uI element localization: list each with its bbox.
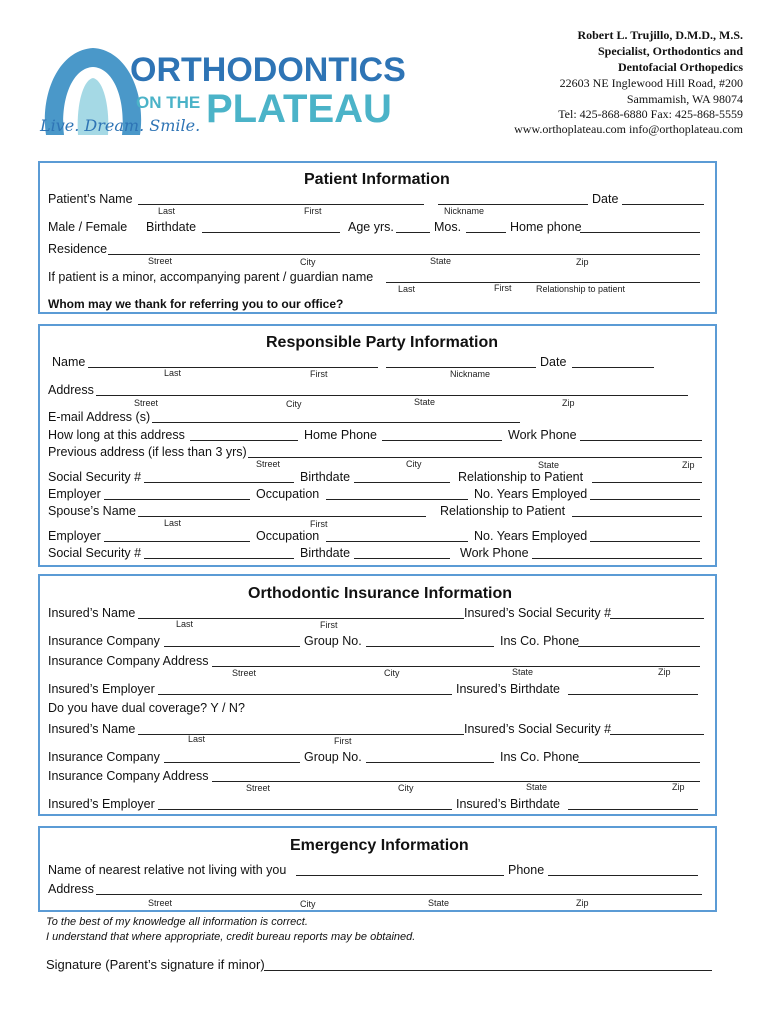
resp-ssn2-field[interactable]: [144, 558, 294, 559]
ins-phone-field[interactable]: [578, 646, 700, 647]
ins-name-label: Insured’s Name: [48, 606, 136, 620]
ins-state-sub: State: [512, 667, 534, 677]
patient-mos-label: Mos.: [434, 220, 462, 234]
resp-city-sub: City: [286, 399, 302, 409]
resp-first-sub: First: [310, 369, 328, 379]
patient-guardian-field[interactable]: [386, 282, 700, 283]
ins2-city-sub: City: [398, 783, 414, 793]
signature-field[interactable]: [264, 970, 712, 971]
ins-phone-label: Ins Co. Phone: [500, 634, 580, 648]
ins2-last-sub: Last: [188, 734, 206, 744]
ins2-first-sub: First: [334, 736, 352, 746]
resp-address-label: Address: [48, 383, 94, 397]
ins2-zip-sub: Zip: [672, 782, 685, 792]
resp-employer2-field[interactable]: [104, 541, 250, 542]
resp-workphone-label: Work Phone: [508, 428, 577, 442]
office-address1: 22603 NE Inglewood Hill Road, #200: [559, 76, 743, 90]
emerg-phone-field[interactable]: [548, 875, 698, 876]
statement-correct: To the best of my knowledge all information is correct.: [46, 916, 308, 928]
patient-nickname-field[interactable]: [438, 204, 588, 205]
resp-employer-label: Employer: [48, 487, 101, 501]
ins-city-sub: City: [384, 668, 400, 678]
ins2-phone-field[interactable]: [578, 762, 700, 763]
emerg-address-field[interactable]: [96, 894, 702, 895]
patient-age-label: Age yrs.: [348, 220, 394, 234]
emerg-zip-sub: Zip: [576, 898, 589, 908]
ins2-birthdate-field[interactable]: [568, 809, 698, 810]
emerg-address-label: Address: [48, 882, 94, 896]
resp-spouse-relationship-field[interactable]: [572, 516, 702, 517]
resp-occupation-field[interactable]: [326, 499, 468, 500]
ins-ssn-field[interactable]: [610, 618, 704, 619]
guardian-last-sub: Last: [398, 284, 416, 294]
ins2-company-label: Insurance Company: [48, 750, 160, 764]
resp-employer2-label: Employer: [48, 529, 101, 543]
resp-spouse-field[interactable]: [138, 516, 426, 517]
resp-previous-field[interactable]: [248, 457, 702, 458]
ins-birthdate-field[interactable]: [568, 694, 698, 695]
office-web: www.orthoplateau.com info@orthoplateau.com: [514, 122, 743, 136]
resp-workphone-field[interactable]: [580, 440, 702, 441]
guardian-relationship-sub: Relationship to patient: [536, 284, 626, 294]
office-address2: Sammamish, WA 98074: [626, 92, 743, 106]
resp-prev-city-sub: City: [406, 459, 422, 469]
resp-ssn-label: Social Security #: [48, 470, 142, 484]
resp-occupation2-field[interactable]: [326, 541, 468, 542]
resp-prev-zip-sub: Zip: [682, 460, 695, 470]
ins2-phone-label: Ins Co. Phone: [500, 750, 580, 764]
office-phone: Tel: 425-868-6880 Fax: 425-868-5559: [558, 107, 743, 121]
ins-employer-label: Insured’s Employer: [48, 682, 155, 696]
logo-word-orthodontics: ORTHODONTICS: [130, 51, 406, 89]
emerg-street-sub: Street: [148, 898, 173, 908]
ins2-address-field[interactable]: [212, 781, 700, 782]
resp-occupation-label: Occupation: [256, 487, 320, 501]
ins-company-label: Insurance Company: [48, 634, 160, 648]
patient-homephone-label: Home phone: [510, 220, 582, 234]
patient-name-label: Patient’s Name: [48, 192, 133, 206]
logo-word-plateau: PLATEAU: [206, 87, 392, 131]
resp-email-label: E-mail Address (s): [48, 410, 151, 424]
ins2-birthdate-label: Insured’s Birthdate: [456, 797, 560, 811]
resp-spouse-last-sub: Last: [164, 518, 182, 528]
patient-city-sub: City: [300, 257, 316, 267]
patient-residence-field[interactable]: [108, 254, 700, 255]
patient-referral-label: Whom may we thank for referring you to our office?: [48, 297, 344, 311]
ins-address-field[interactable]: [212, 666, 700, 667]
emerg-state-sub: State: [428, 898, 450, 908]
resp-date-field[interactable]: [572, 367, 654, 368]
ins-zip-sub: Zip: [658, 667, 671, 677]
resp-prev-state-sub: State: [538, 460, 560, 470]
patient-date-label: Date: [592, 192, 619, 206]
ins-street-sub: Street: [232, 668, 257, 678]
ins-dual-label: Do you have dual coverage? Y / N?: [48, 701, 245, 715]
ins2-name-field[interactable]: [138, 734, 464, 735]
patient-age-field[interactable]: [396, 232, 430, 233]
logo-word-on-the: ON THE: [136, 93, 201, 112]
patient-state-sub: State: [430, 256, 452, 266]
resp-email-field[interactable]: [152, 422, 520, 423]
resp-homephone-label: Home Phone: [304, 428, 377, 442]
patient-last-sub: Last: [158, 206, 176, 216]
ins2-group-label: Group No.: [304, 750, 362, 764]
ins-last-sub: Last: [176, 619, 194, 629]
ins2-employer-field[interactable]: [158, 809, 452, 810]
resp-ssn2-label: Social Security #: [48, 546, 142, 560]
patient-first-sub: First: [304, 206, 322, 216]
resp-zip-sub: Zip: [562, 398, 575, 408]
emerg-relative-label: Name of nearest relative not living with you: [48, 863, 287, 877]
resp-prev-street-sub: Street: [256, 459, 281, 469]
resp-name-label: Name: [52, 355, 86, 369]
ins2-group-field[interactable]: [366, 762, 494, 763]
patient-mos-field[interactable]: [466, 232, 506, 233]
patient-gender-label[interactable]: Male / Female: [48, 220, 128, 234]
resp-date-label: Date: [540, 355, 567, 369]
patient-street-sub: Street: [148, 256, 173, 266]
resp-spouse-relationship-label: Relationship to Patient: [440, 504, 566, 518]
ins-employer-field[interactable]: [158, 694, 452, 695]
emerg-phone-label: Phone: [508, 863, 545, 877]
ins2-state-sub: State: [526, 782, 548, 792]
patient-residence-label: Residence: [48, 242, 108, 256]
resp-spouse-label: Spouse’s Name: [48, 504, 137, 518]
patient-nickname-sub: Nickname: [444, 206, 485, 216]
ins-address-label: Insurance Company Address: [48, 654, 209, 668]
resp-employer-field[interactable]: [104, 499, 250, 500]
resp-relationship-label: Relationship to Patient: [458, 470, 584, 484]
resp-years2-label: No. Years Employed: [474, 529, 588, 543]
patient-title: Patient Information: [304, 171, 450, 188]
resp-years-label: No. Years Employed: [474, 487, 588, 501]
resp-last-sub: Last: [164, 368, 182, 378]
emerg-relative-field[interactable]: [296, 875, 504, 876]
resp-birthdate2-field[interactable]: [354, 558, 450, 559]
insurance-title: Orthodontic Insurance Information: [248, 585, 513, 602]
ins-group-field[interactable]: [366, 646, 494, 647]
patient-homephone-field[interactable]: [580, 232, 700, 233]
specialty-line1: Specialist, Orthodontics and: [597, 44, 743, 58]
patient-birthdate-label: Birthdate: [146, 220, 197, 234]
resp-birthdate-field[interactable]: [354, 482, 450, 483]
emergency-title: Emergency Information: [290, 837, 469, 854]
ins-birthdate-label: Insured’s Birthdate: [456, 682, 560, 696]
resp-street-sub: Street: [134, 398, 159, 408]
responsible-title: Responsible Party Information: [266, 334, 499, 351]
resp-howlong-label: How long at this address: [48, 428, 185, 442]
ins-group-label: Group No.: [304, 634, 362, 648]
patient-birthdate-field[interactable]: [202, 232, 340, 233]
patient-name-field[interactable]: [138, 204, 424, 205]
statement-credit: I understand that where appropriate, credit bureau reports may be obtained.: [46, 931, 416, 943]
doctor-name: Robert L. Trujillo, D.M.D., M.S.: [577, 28, 743, 42]
specialty-line2: Dentofacial Orthopedics: [618, 60, 743, 74]
resp-homephone-field[interactable]: [382, 440, 502, 441]
guardian-first-sub: First: [494, 283, 512, 293]
logo: [38, 40, 406, 140]
ins2-name-label: Insured’s Name: [48, 722, 136, 736]
emerg-city-sub: City: [300, 899, 316, 909]
resp-address-field[interactable]: [96, 395, 688, 396]
resp-birthdate2-label: Birthdate: [300, 546, 351, 560]
ins2-company-field[interactable]: [164, 762, 300, 763]
logo-tagline: Live. Dream. Smile.: [40, 116, 201, 135]
resp-years-field[interactable]: [590, 499, 700, 500]
ins2-ssn-label: Insured’s Social Security #: [464, 722, 612, 736]
resp-birthdate-label: Birthdate: [300, 470, 351, 484]
patient-date-field[interactable]: [622, 204, 704, 205]
ins-first-sub: First: [320, 620, 338, 630]
patient-minor-label: If patient is a minor, accompanying parent / guardian name: [48, 270, 374, 284]
signature-label: Signature (Parent’s signature if minor): [46, 957, 265, 972]
resp-nickname-field[interactable]: [386, 367, 536, 368]
ins-company-field[interactable]: [164, 646, 300, 647]
ins2-street-sub: Street: [246, 783, 271, 793]
ins2-ssn-field[interactable]: [610, 734, 704, 735]
resp-occupation2-label: Occupation: [256, 529, 320, 543]
resp-state-sub: State: [414, 397, 436, 407]
patient-zip-sub: Zip: [576, 257, 589, 267]
resp-name-field[interactable]: [88, 367, 378, 368]
resp-spouse-first-sub: First: [310, 519, 328, 529]
resp-workphone2-label: Work Phone: [460, 546, 529, 560]
ins2-employer-label: Insured’s Employer: [48, 797, 155, 811]
resp-workphone2-field[interactable]: [532, 558, 702, 559]
resp-years2-field[interactable]: [590, 541, 700, 542]
ins2-address-label: Insurance Company Address: [48, 769, 209, 783]
resp-relationship-field[interactable]: [592, 482, 702, 483]
resp-previous-label: Previous address (if less than 3 yrs): [48, 445, 247, 459]
resp-nickname-sub: Nickname: [450, 369, 491, 379]
ins-ssn-label: Insured’s Social Security #: [464, 606, 612, 620]
resp-howlong-field[interactable]: [190, 440, 298, 441]
resp-ssn-field[interactable]: [144, 482, 294, 483]
